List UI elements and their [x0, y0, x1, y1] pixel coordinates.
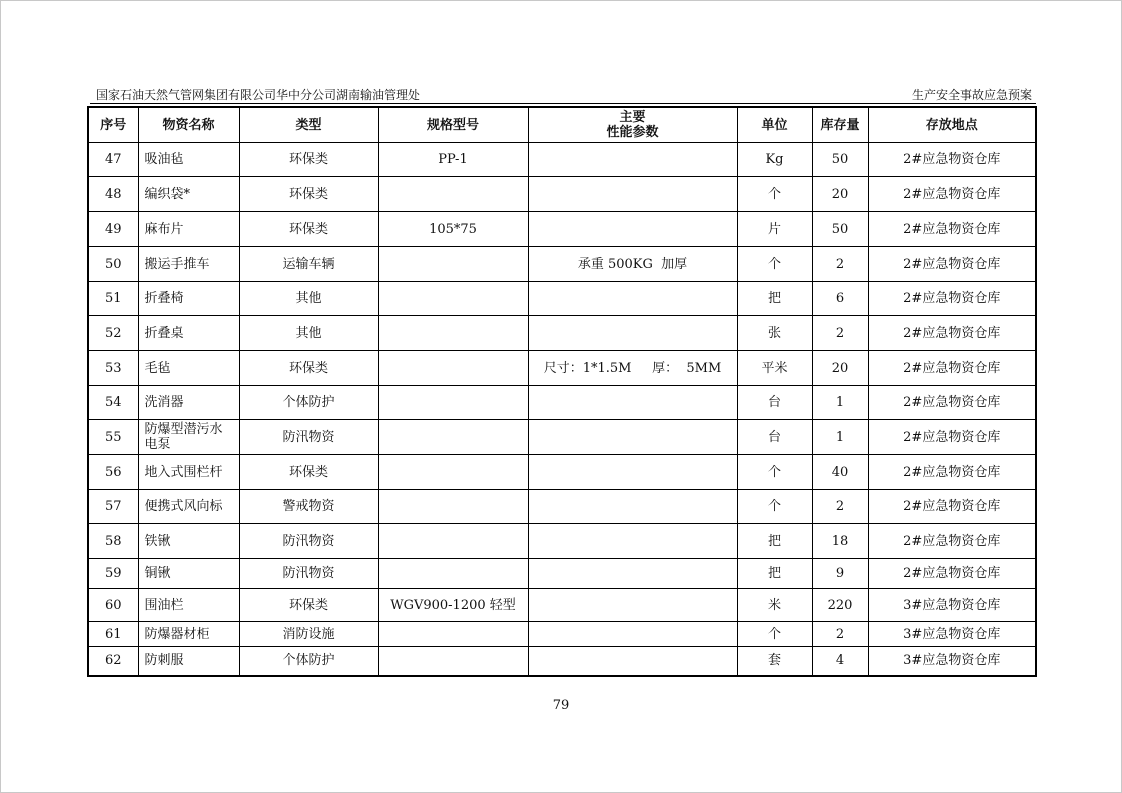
header-params-line2: 性能参数 [606, 125, 659, 140]
cell-type: 个体防护 [239, 386, 378, 420]
cell-unit: 台 [737, 386, 812, 420]
cell-location: 2#应急物资仓库 [868, 177, 1036, 212]
table-row [88, 524, 1036, 559]
table-row [88, 420, 1036, 455]
cell-params [528, 420, 737, 455]
cell-type: 消防设施 [239, 622, 378, 647]
cell-model [378, 420, 528, 455]
cell-unit: Kg [737, 143, 812, 177]
cell-stock: 220 [812, 589, 868, 622]
cell-model [378, 282, 528, 316]
cell-location: 3#应急物资仓库 [868, 622, 1036, 647]
cell-type: 环保类 [239, 455, 378, 490]
table-row [88, 490, 1036, 524]
cell-stock: 2 [812, 622, 868, 647]
cell-no: 51 [88, 282, 138, 316]
inventory-table [87, 106, 1037, 677]
cell-no: 58 [88, 524, 138, 559]
cell-location: 2#应急物资仓库 [868, 455, 1036, 490]
cell-unit: 把 [737, 524, 812, 559]
table-row [88, 143, 1036, 177]
table-row [88, 559, 1036, 589]
cell-no: 54 [88, 386, 138, 420]
cell-location: 2#应急物资仓库 [868, 143, 1036, 177]
cell-unit: 个 [737, 490, 812, 524]
cell-unit: 把 [737, 282, 812, 316]
cell-location: 2#应急物资仓库 [868, 282, 1036, 316]
cell-name: 毛毡 [138, 351, 239, 386]
cell-unit: 个 [737, 622, 812, 647]
cell-unit: 台 [737, 420, 812, 455]
cell-location: 2#应急物资仓库 [868, 316, 1036, 351]
cell-name: 防爆器材柜 [138, 622, 239, 647]
cell-stock: 4 [812, 647, 868, 676]
header-model: 规格型号 [378, 107, 528, 143]
cell-model [378, 524, 528, 559]
header-stock: 库存量 [812, 107, 868, 143]
cell-type: 环保类 [239, 177, 378, 212]
cell-model [378, 247, 528, 282]
cell-model [378, 351, 528, 386]
cell-params [528, 212, 737, 247]
cell-location: 2#应急物资仓库 [868, 212, 1036, 247]
cell-params: 承重 500KG 加厚 [528, 247, 737, 282]
cell-name: 折叠桌 [138, 316, 239, 351]
cell-params [528, 589, 737, 622]
cell-stock: 6 [812, 282, 868, 316]
cell-unit: 平米 [737, 351, 812, 386]
cell-params [528, 622, 737, 647]
cell-name: 防爆型潜污水电泵 [138, 420, 239, 455]
cell-type: 防汛物资 [239, 420, 378, 455]
cell-type: 其他 [239, 282, 378, 316]
cell-unit: 个 [737, 177, 812, 212]
cell-no: 50 [88, 247, 138, 282]
table-row [88, 177, 1036, 212]
cell-name: 便携式风向标 [138, 490, 239, 524]
header-doc-title: 生产安全事故应急预案 [911, 88, 1032, 102]
header-divider [90, 103, 1036, 104]
cell-no: 53 [88, 351, 138, 386]
cell-stock: 2 [812, 316, 868, 351]
table-row [88, 647, 1036, 676]
cell-model [378, 622, 528, 647]
cell-type: 防汛物资 [239, 559, 378, 589]
cell-model: 105*75 [378, 212, 528, 247]
cell-stock: 9 [812, 559, 868, 589]
cell-location: 2#应急物资仓库 [868, 247, 1036, 282]
cell-no: 47 [88, 143, 138, 177]
cell-name: 铜锹 [138, 559, 239, 589]
cell-model [378, 177, 528, 212]
cell-type: 运输车辆 [239, 247, 378, 282]
cell-model [378, 316, 528, 351]
cell-location: 2#应急物资仓库 [868, 351, 1036, 386]
cell-type: 环保类 [239, 351, 378, 386]
cell-name: 洗消器 [138, 386, 239, 420]
table-row [88, 316, 1036, 351]
cell-name: 折叠椅 [138, 282, 239, 316]
cell-name: 搬运手推车 [138, 247, 239, 282]
cell-name: 铁锹 [138, 524, 239, 559]
cell-params [528, 647, 737, 676]
cell-type: 环保类 [239, 589, 378, 622]
cell-model [378, 559, 528, 589]
cell-params [528, 490, 737, 524]
header-unit: 单位 [737, 107, 812, 143]
cell-name: 编织袋* [138, 177, 239, 212]
header-org: 国家石油天然气管网集团有限公司华中分公司湖南输油管理处 [96, 88, 421, 102]
cell-location: 3#应急物资仓库 [868, 589, 1036, 622]
cell-params [528, 455, 737, 490]
cell-params [528, 316, 737, 351]
cell-model: WGV900-1200 轻型 [378, 589, 528, 622]
cell-stock: 1 [812, 386, 868, 420]
cell-name: 吸油毡 [138, 143, 239, 177]
cell-name: 地入式围栏杆 [138, 455, 239, 490]
cell-no: 48 [88, 177, 138, 212]
cell-stock: 40 [812, 455, 868, 490]
table-row [88, 622, 1036, 647]
cell-location: 2#应急物资仓库 [868, 490, 1036, 524]
cell-no: 55 [88, 420, 138, 455]
cell-no: 52 [88, 316, 138, 351]
cell-location: 2#应急物资仓库 [868, 524, 1036, 559]
table-row [88, 351, 1036, 386]
cell-type: 环保类 [239, 212, 378, 247]
table-header-row [88, 107, 1036, 143]
cell-model [378, 386, 528, 420]
cell-no: 60 [88, 589, 138, 622]
cell-model [378, 490, 528, 524]
cell-params [528, 559, 737, 589]
cell-type: 防汛物资 [239, 524, 378, 559]
cell-unit: 个 [737, 247, 812, 282]
cell-stock: 2 [812, 247, 868, 282]
cell-no: 61 [88, 622, 138, 647]
cell-stock: 50 [812, 143, 868, 177]
header-no: 序号 [88, 107, 138, 143]
cell-type: 个体防护 [239, 647, 378, 676]
cell-unit: 个 [737, 455, 812, 490]
cell-stock: 1 [812, 420, 868, 455]
cell-model [378, 455, 528, 490]
table-row [88, 247, 1036, 282]
cell-no: 62 [88, 647, 138, 676]
cell-location: 2#应急物资仓库 [868, 420, 1036, 455]
cell-params [528, 143, 737, 177]
cell-no: 49 [88, 212, 138, 247]
cell-no: 57 [88, 490, 138, 524]
table-row [88, 282, 1036, 316]
cell-unit: 张 [737, 316, 812, 351]
table-row [88, 386, 1036, 420]
cell-type: 环保类 [239, 143, 378, 177]
cell-no: 56 [88, 455, 138, 490]
header-type: 类型 [239, 107, 378, 143]
cell-params [528, 524, 737, 559]
cell-params [528, 386, 737, 420]
cell-no: 59 [88, 559, 138, 589]
cell-params: 尺寸：1*1.5M 厚： 5MM [528, 351, 737, 386]
header-params [528, 107, 737, 143]
cell-model: PP-1 [378, 143, 528, 177]
page-number: 79 [552, 698, 570, 713]
cell-unit: 米 [737, 589, 812, 622]
cell-model [378, 647, 528, 676]
cell-name: 防刺服 [138, 647, 239, 676]
table-row [88, 455, 1036, 490]
cell-type: 其他 [239, 316, 378, 351]
cell-stock: 50 [812, 212, 868, 247]
cell-name: 围油栏 [138, 589, 239, 622]
cell-location: 2#应急物资仓库 [868, 386, 1036, 420]
cell-type: 警戒物资 [239, 490, 378, 524]
cell-unit: 套 [737, 647, 812, 676]
cell-unit: 把 [737, 559, 812, 589]
cell-unit: 片 [737, 212, 812, 247]
header-location: 存放地点 [868, 107, 1036, 143]
cell-params [528, 177, 737, 212]
cell-location: 3#应急物资仓库 [868, 647, 1036, 676]
cell-location: 2#应急物资仓库 [868, 559, 1036, 589]
cell-stock: 20 [812, 351, 868, 386]
cell-stock: 2 [812, 490, 868, 524]
table-row [88, 212, 1036, 247]
header-params-line1: 主要 [619, 110, 646, 125]
cell-name: 麻布片 [138, 212, 239, 247]
page-header [96, 86, 1032, 104]
cell-stock: 20 [812, 177, 868, 212]
cell-params [528, 282, 737, 316]
cell-stock: 18 [812, 524, 868, 559]
header-name: 物资名称 [138, 107, 239, 143]
table-row [88, 589, 1036, 622]
